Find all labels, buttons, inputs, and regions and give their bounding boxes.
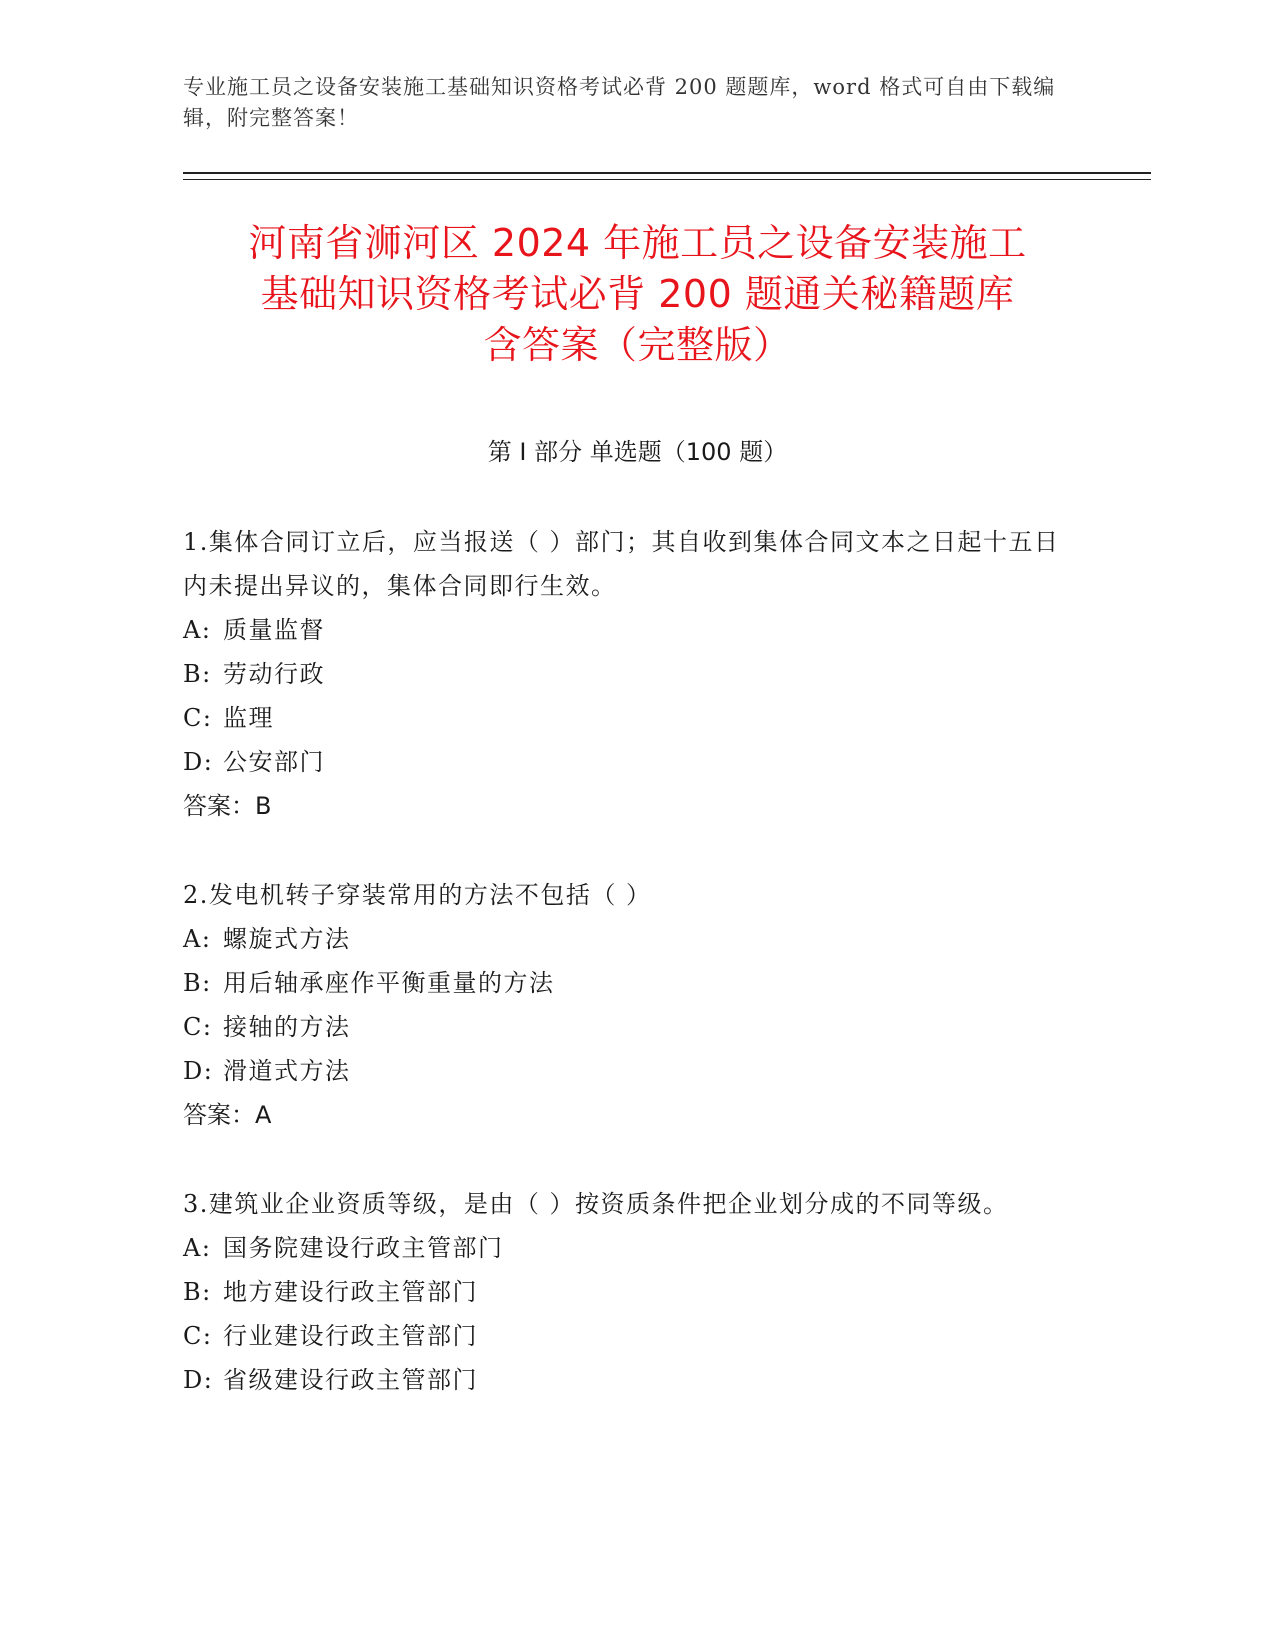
option-text: 劳动行政 — [223, 660, 325, 688]
question-item — [183, 1182, 1063, 1402]
option-d — [183, 1049, 1063, 1093]
option-text: 用后轴承座作平衡重量的方法 — [223, 969, 555, 997]
option-a — [183, 917, 1063, 961]
option-d — [183, 740, 1063, 784]
option-text: 监理 — [223, 704, 274, 732]
title-line: 含答案（完整版） — [483, 323, 792, 367]
title-line: 基础知识资格考试必背 200 题通关秘籍题库 — [260, 272, 1015, 316]
option-text: 螺旋式方法 — [223, 925, 351, 953]
option-key: C: — [183, 1322, 213, 1350]
option-key: B: — [183, 1278, 212, 1306]
question-item — [183, 873, 1063, 1137]
answer-line: 答案：A — [183, 1101, 272, 1129]
header-note: 专业施工员之设备安装施工基础知识资格考试必背 200 题题库，word 格式可自由下载编辑，附完整答案！ — [183, 75, 1056, 130]
option-c — [183, 1314, 1063, 1358]
option-text: 滑道式方法 — [223, 1057, 351, 1085]
option-text: 质量监督 — [223, 616, 325, 644]
option-text: 国务院建设行政主管部门 — [223, 1234, 504, 1262]
option-b — [183, 961, 1063, 1005]
title-line: 河南省浉河区 2024 年施工员之设备安装施工 — [248, 221, 1027, 265]
option-key: A: — [183, 1234, 212, 1262]
option-key: C: — [183, 704, 213, 732]
option-text: 公安部门 — [223, 748, 325, 776]
option-key: A: — [183, 616, 212, 644]
option-text: 地方建设行政主管部门 — [223, 1278, 478, 1306]
header-divider-thick — [183, 172, 1151, 174]
option-text: 省级建设行政主管部门 — [223, 1366, 478, 1394]
option-key: D: — [183, 1366, 214, 1394]
question-stem: 1.集体合同订立后，应当报送（ ）部门；其自收到集体合同文本之日起十五日内未提出异议的，集体合同即行生效。 — [183, 528, 1060, 600]
document-title — [150, 218, 1125, 371]
option-text: 接轴的方法 — [223, 1013, 351, 1041]
option-a — [183, 608, 1063, 652]
option-key: C: — [183, 1013, 213, 1041]
option-key: B: — [183, 660, 212, 688]
answer-line: 答案：B — [183, 792, 272, 820]
option-key: B: — [183, 969, 212, 997]
option-c — [183, 1005, 1063, 1049]
question-list — [183, 520, 1063, 1447]
option-a — [183, 1226, 1063, 1270]
option-b — [183, 1270, 1063, 1314]
option-key: D: — [183, 748, 214, 776]
header-divider-thin — [183, 179, 1151, 180]
option-c — [183, 696, 1063, 740]
option-key: A: — [183, 925, 212, 953]
option-d — [183, 1358, 1063, 1402]
question-item — [183, 520, 1063, 828]
question-stem: 2.发电机转子穿装常用的方法不包括（ ） — [183, 881, 652, 909]
option-key: D: — [183, 1057, 214, 1085]
section-title: 第 I 部分 单选题（100 题） — [487, 438, 788, 466]
question-stem: 3.建筑业企业资质等级，是由（ ）按资质条件把企业划分成的不同等级。 — [183, 1190, 1009, 1218]
option-b — [183, 652, 1063, 696]
option-text: 行业建设行政主管部门 — [223, 1322, 478, 1350]
